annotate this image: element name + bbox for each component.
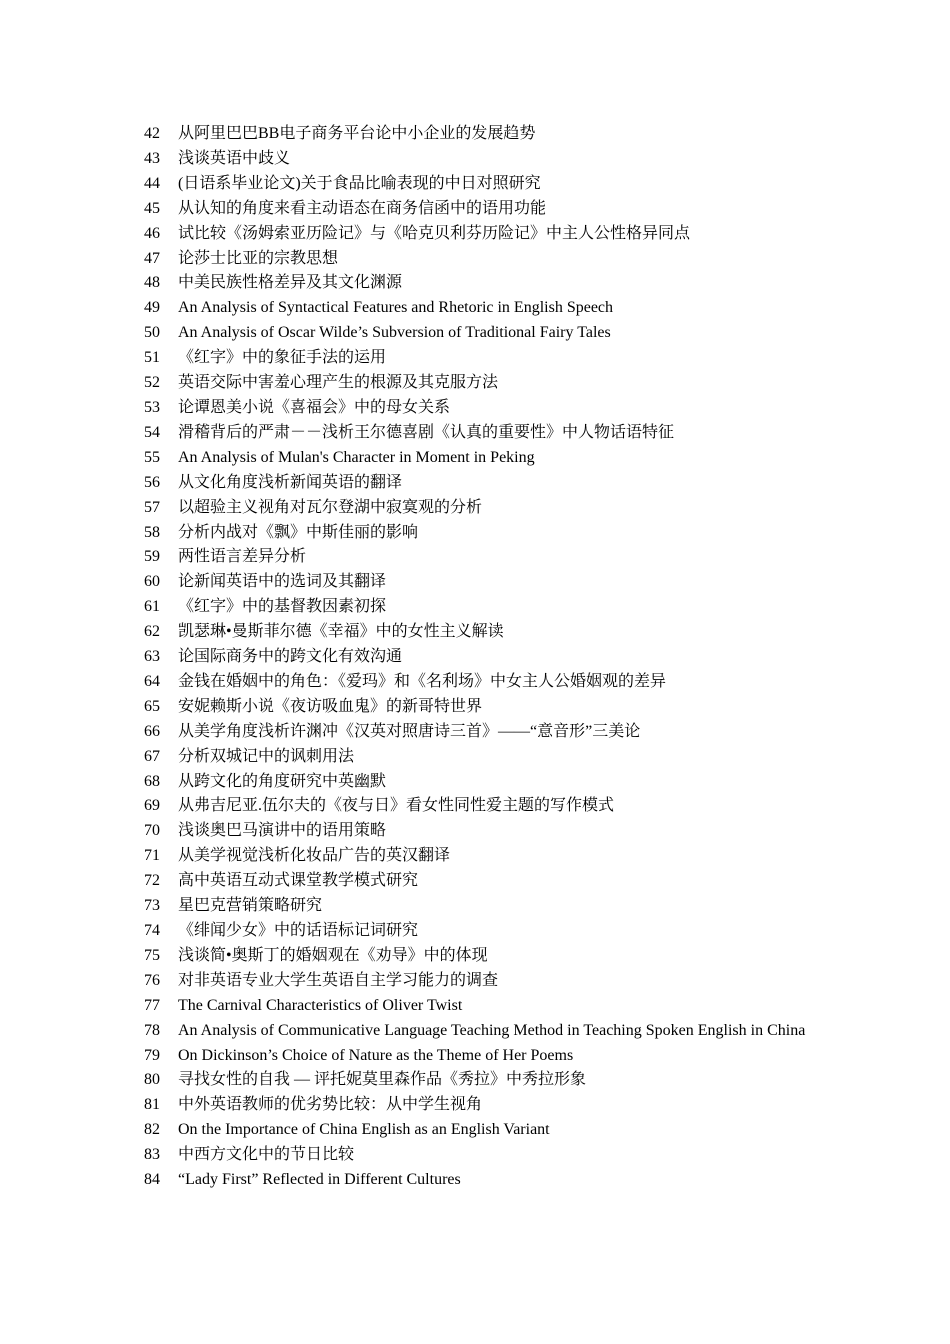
item-number: 63 xyxy=(144,648,160,666)
item-title: An Analysis of Syntactical Features and Rhetoric in English Speech xyxy=(178,299,614,317)
item-number: 77 xyxy=(144,996,160,1014)
item-title: “Lady First” Reflected in Different Cultures xyxy=(178,1171,461,1189)
list-item xyxy=(144,496,807,521)
item-title: 《红字》中的象征手法的运用 xyxy=(178,349,387,367)
item-number: 50 xyxy=(144,324,160,342)
item-title: 两性语言差异分析 xyxy=(178,548,307,566)
item-number: 76 xyxy=(144,971,160,989)
list-item xyxy=(144,296,807,321)
item-number: 53 xyxy=(144,398,160,416)
item-title: 《红字》中的基督教因素初探 xyxy=(178,598,387,616)
item-number: 65 xyxy=(144,697,160,715)
item-title: 星巴克营销策略研究 xyxy=(178,897,323,915)
list-item xyxy=(144,620,807,645)
item-title: 以超验主义视角对瓦尔登湖中寂寞观的分析 xyxy=(178,498,483,516)
list-item xyxy=(144,1118,807,1143)
list-item xyxy=(144,371,807,396)
list-item xyxy=(144,844,807,869)
item-number: 64 xyxy=(144,672,160,690)
list-item xyxy=(144,521,807,546)
list-item xyxy=(144,1019,807,1044)
list-item xyxy=(144,570,807,595)
item-title: (日语系毕业论文)关于食品比喻表现的中日对照研究 xyxy=(178,174,541,192)
list-item xyxy=(144,396,807,421)
item-title: 金钱在婚姻中的角色：《爱玛》和《名利场》中女主人公婚姻观的差异 xyxy=(178,672,667,690)
list-item xyxy=(144,944,807,969)
item-title: 浅谈英语中歧义 xyxy=(178,149,291,167)
list-item xyxy=(144,819,807,844)
item-number: 48 xyxy=(144,274,160,292)
item-number: 61 xyxy=(144,598,160,616)
item-number: 73 xyxy=(144,897,160,915)
item-title: An Analysis of Oscar Wilde’s Subversion of Traditional Fairy Tales xyxy=(178,324,611,342)
list-item xyxy=(144,794,807,819)
item-number: 84 xyxy=(144,1171,160,1189)
item-title: 浅谈简•奥斯丁的婚姻观在《劝导》中的体现 xyxy=(178,946,488,964)
item-number: 44 xyxy=(144,174,160,192)
item-number: 75 xyxy=(144,946,160,964)
item-title: 论新闻英语中的选词及其翻译 xyxy=(178,573,387,591)
list-item xyxy=(144,1044,807,1069)
item-number: 55 xyxy=(144,448,160,466)
item-title: 浅谈奥巴马演讲中的语用策略 xyxy=(178,822,387,840)
item-title: 分析内战对《飘》中斯佳丽的影响 xyxy=(178,523,419,541)
item-title: 从认知的角度来看主动语态在商务信函中的语用功能 xyxy=(178,199,547,217)
list-item xyxy=(144,919,807,944)
item-number: 59 xyxy=(144,548,160,566)
list-item xyxy=(144,969,807,994)
list-item xyxy=(144,545,807,570)
item-number: 49 xyxy=(144,299,160,317)
list-item xyxy=(144,172,807,197)
list-item xyxy=(144,770,807,795)
item-number: 47 xyxy=(144,249,160,267)
item-number: 66 xyxy=(144,722,160,740)
item-number: 52 xyxy=(144,374,160,392)
item-number: 62 xyxy=(144,623,160,641)
item-number: 80 xyxy=(144,1071,160,1089)
item-number: 56 xyxy=(144,473,160,491)
list-item xyxy=(144,1068,807,1093)
item-number: 57 xyxy=(144,498,160,516)
item-number: 70 xyxy=(144,822,160,840)
item-title: 滑稽背后的严肃－－浅析王尔德喜剧《认真的重要性》中人物话语特征 xyxy=(178,423,675,441)
list-item xyxy=(144,1093,807,1118)
item-title: 安妮赖斯小说《夜访吸血鬼》的新哥特世界 xyxy=(178,697,483,715)
item-title: 中西方文化中的节日比较 xyxy=(178,1146,355,1164)
list-item xyxy=(144,321,807,346)
list-item xyxy=(144,645,807,670)
item-title: 从阿里巴巴BB电子商务平台论中小企业的发展趋势 xyxy=(178,125,536,142)
item-number: 83 xyxy=(144,1146,160,1164)
item-number: 68 xyxy=(144,772,160,790)
list-item xyxy=(144,471,807,496)
list-item xyxy=(144,421,807,446)
item-title: On Dickinson’s Choice of Nature as the Theme of Her Poems xyxy=(178,1046,574,1064)
list-item xyxy=(144,695,807,720)
item-number: 42 xyxy=(144,125,160,142)
item-title: An Analysis of Communicative Language Teaching Method in Teaching Spoken English in China xyxy=(178,1021,806,1039)
list-item xyxy=(144,147,807,172)
item-title: On the Importance of China English as an English Variant xyxy=(178,1121,550,1139)
item-title: 从跨文化的角度研究中英幽默 xyxy=(178,772,387,790)
item-number: 79 xyxy=(144,1046,160,1064)
list-item xyxy=(144,745,807,770)
item-title: 论谭恩美小说《喜福会》中的母女关系 xyxy=(178,398,451,416)
item-number: 69 xyxy=(144,797,160,815)
item-number: 67 xyxy=(144,747,160,765)
list-item xyxy=(144,1168,807,1193)
item-title: 《绯闻少女》中的话语标记词研究 xyxy=(178,922,419,939)
item-title: 从美学视觉浅析化妆品广告的英汉翻译 xyxy=(178,847,451,865)
item-number: 54 xyxy=(144,423,160,441)
item-title: 英语交际中害羞心理产生的根源及其克服方法 xyxy=(178,374,499,392)
item-title: 论国际商务中的跨文化有效沟通 xyxy=(178,648,403,666)
item-title: 寻找女性的自我 — 评托妮莫里森作品《秀拉》中秀拉形象 xyxy=(178,1071,587,1089)
list-item xyxy=(144,670,807,695)
item-title: An Analysis of Mulan's Character in Moment in Peking xyxy=(178,448,535,466)
item-title: The Carnival Characteristics of Oliver Twist xyxy=(178,996,463,1014)
list-item xyxy=(144,720,807,745)
item-title: 试比较《汤姆索亚历险记》与《哈克贝利芬历险记》中主人公性格异同点 xyxy=(178,224,691,242)
list-item xyxy=(144,595,807,620)
item-number: 58 xyxy=(144,523,160,541)
item-title: 从弗吉尼亚.伍尔夫的《夜与日》看女性同性爱主题的写作模式 xyxy=(178,797,615,815)
item-title: 凯瑟琳•曼斯菲尔德《幸福》中的女性主义解读 xyxy=(178,623,504,641)
list-item xyxy=(144,869,807,894)
list-item xyxy=(144,446,807,471)
item-number: 71 xyxy=(144,847,160,865)
list-item xyxy=(144,1143,807,1168)
item-number: 72 xyxy=(144,872,160,890)
item-number: 78 xyxy=(144,1021,160,1039)
item-number: 51 xyxy=(144,349,160,367)
thesis-title-list xyxy=(144,122,807,1193)
list-item xyxy=(144,894,807,919)
item-number: 43 xyxy=(144,149,160,167)
list-item xyxy=(144,122,807,147)
list-item xyxy=(144,222,807,247)
list-item xyxy=(144,346,807,371)
list-item xyxy=(144,994,807,1019)
item-title: 分析双城记中的讽刺用法 xyxy=(178,747,355,765)
item-title: 中外英语教师的优劣势比较：从中学生视角 xyxy=(178,1096,483,1114)
item-number: 45 xyxy=(144,199,160,217)
list-item xyxy=(144,247,807,272)
item-number: 81 xyxy=(144,1096,160,1114)
item-number: 46 xyxy=(144,224,160,242)
item-number: 74 xyxy=(144,922,160,939)
item-title: 论莎士比亚的宗教思想 xyxy=(178,249,339,267)
list-item xyxy=(144,271,807,296)
list-item xyxy=(144,197,807,222)
item-title: 对非英语专业大学生英语自主学习能力的调查 xyxy=(178,971,499,989)
item-number: 60 xyxy=(144,573,160,591)
item-number: 82 xyxy=(144,1121,160,1139)
item-title: 从文化角度浅析新闻英语的翻译 xyxy=(178,473,403,491)
item-title: 高中英语互动式课堂教学模式研究 xyxy=(178,872,419,890)
item-title: 中美民族性格差异及其文化渊源 xyxy=(178,274,403,292)
item-title: 从美学角度浅析许渊冲《汉英对照唐诗三首》——“意音形”三美论 xyxy=(178,722,641,740)
